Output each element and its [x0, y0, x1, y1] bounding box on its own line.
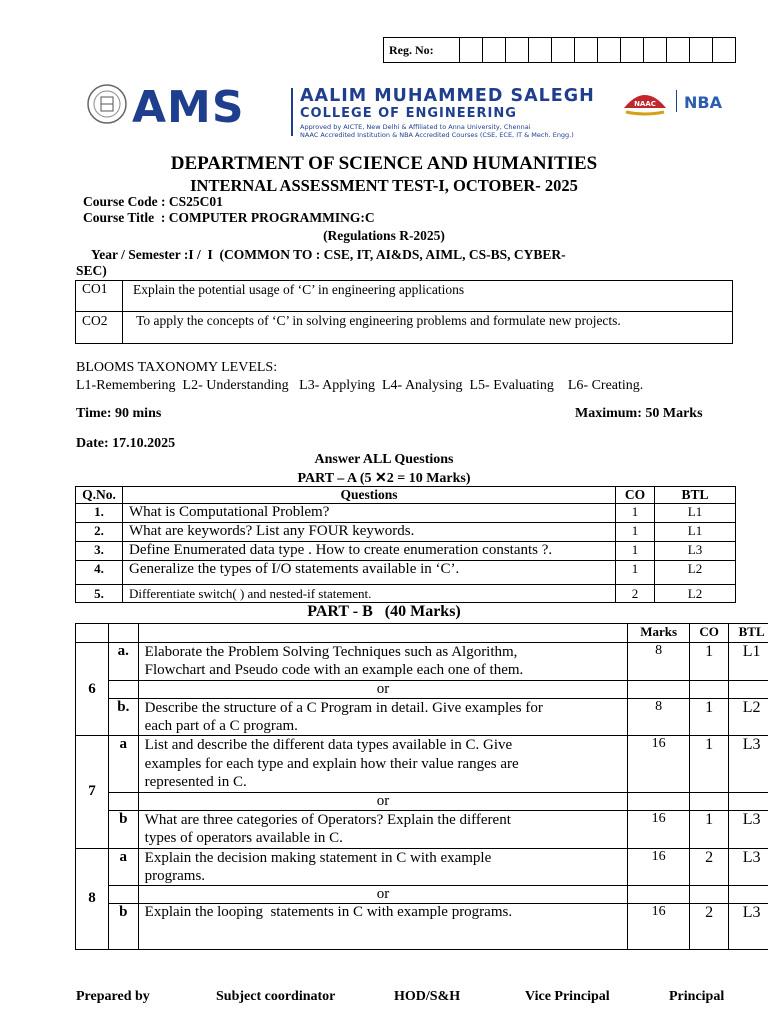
question-number: 2. — [76, 523, 123, 542]
question-marks: 8 — [628, 643, 690, 681]
college-name: AALIM MUHAMMED SALEGH — [300, 86, 595, 106]
naac-logo-icon — [620, 86, 670, 118]
test-title: INTERNAL ASSESSMENT TEST-I, OCTOBER- 2025 — [190, 176, 578, 195]
question-text: Elaborate the Problem Solving Techniques such as Algorithm, Flowchart and Pseudo code with an example each one of them. — [138, 643, 628, 681]
table-row — [76, 561, 736, 585]
part-b-title: PART - B (40 Marks) — [307, 603, 461, 620]
department-title: DEPARTMENT OF SCIENCE AND HUMANITIES — [170, 153, 598, 174]
question-btl: L3 — [729, 810, 768, 848]
college-emblem-icon — [86, 82, 128, 126]
part-a-header — [76, 487, 736, 504]
exam-date: Date: 17.10.2025 — [76, 436, 176, 451]
or-label: or — [138, 681, 628, 699]
question-btl: L2 — [655, 561, 736, 585]
nba-logo-icon — [682, 88, 726, 116]
table-row — [76, 523, 736, 542]
question-marks: 16 — [628, 848, 690, 885]
svg-text:NAAC: NAAC — [634, 100, 656, 108]
logo-divider — [676, 90, 677, 112]
question-co: 1 — [616, 542, 655, 561]
table-row — [76, 736, 768, 793]
question-number: 7 — [76, 736, 109, 849]
part-b-table — [75, 623, 768, 950]
co-row — [76, 281, 733, 312]
question-co: 1 — [616, 523, 655, 542]
question-btl: L2 — [729, 699, 768, 736]
year-semester-cont: SEC) — [76, 263, 107, 278]
table-row — [76, 643, 768, 681]
maximum-marks: Maximum: 50 Marks — [575, 406, 703, 421]
regulations: (Regulations R-2025) — [323, 228, 445, 243]
question-btl: L1 — [655, 523, 736, 542]
svg-text:NBA: NBA — [684, 93, 722, 112]
co-text: Explain the potential usage of ‘C’ in engineering applications — [123, 281, 733, 312]
blooms-levels: L1-Remembering L2- Understanding L3- Applying L4- Analysing L5- Evaluating L6- Creating. — [76, 378, 644, 393]
prepared-by: Prepared by — [76, 989, 150, 1004]
question-btl: L3 — [655, 542, 736, 561]
header-questions: Questions — [123, 487, 616, 504]
question-number: 6 — [76, 643, 109, 736]
question-text: What are keywords? List any FOUR keywords. — [123, 523, 616, 542]
question-co: 1 — [689, 736, 728, 793]
part-a-table — [75, 486, 736, 603]
sub-question-label: b — [108, 903, 138, 949]
accreditation-line: NAAC Accredited Institution & NBA Accredited Courses (CSE, ECE, IT & Mech. Engg.) — [300, 131, 574, 139]
table-row — [76, 699, 768, 736]
sub-question-label: a — [108, 736, 138, 793]
sub-question-label: b — [108, 810, 138, 848]
header-co: CO — [616, 487, 655, 504]
question-text: Describe the structure of a C Program in detail. Give examples for each part of a C program. — [138, 699, 628, 736]
header-divider — [291, 88, 293, 136]
question-btl: L1 — [655, 504, 736, 523]
or-row — [76, 885, 768, 903]
table-row — [76, 810, 768, 848]
header-qno: Q.No. — [76, 487, 123, 504]
question-number: 3. — [76, 542, 123, 561]
course-outcomes-table — [75, 280, 733, 344]
sub-question-label: a — [108, 848, 138, 885]
table-row — [76, 585, 736, 603]
question-btl: L3 — [729, 903, 768, 949]
exam-time: Time: 90 mins — [76, 406, 162, 421]
question-text: Explain the looping statements in C with example programs. — [138, 903, 628, 949]
question-btl: L2 — [655, 585, 736, 603]
question-number: 8 — [76, 848, 109, 949]
question-co: 1 — [616, 504, 655, 523]
question-text: List and describe the different data types available in C. Give examples for each type and explain how their value ranges are represented in C. — [138, 736, 628, 793]
reg-no-label: Reg. No: — [384, 38, 460, 63]
question-co: 1 — [689, 810, 728, 848]
question-co: 2 — [616, 585, 655, 603]
question-co: 2 — [689, 903, 728, 949]
question-text: Explain the decision making statement in C with example programs. — [138, 848, 628, 885]
question-marks: 16 — [628, 736, 690, 793]
table-row — [76, 504, 736, 523]
hod-signature: HOD/S&H — [394, 989, 461, 1004]
college-subtitle: COLLEGE OF ENGINEERING — [300, 106, 517, 121]
question-co: 1 — [689, 699, 728, 736]
question-marks: 16 — [628, 810, 690, 848]
course-code: Course Code : CS25C01 — [83, 194, 223, 209]
question-co: 1 — [689, 643, 728, 681]
question-text: Define Enumerated data type . How to create enumeration constants ?. — [123, 542, 616, 561]
question-co: 2 — [689, 848, 728, 885]
question-text: Generalize the types of I/O statements available in ‘C’. — [123, 561, 616, 585]
header-co: CO — [689, 624, 728, 643]
question-marks: 8 — [628, 699, 690, 736]
co-text: To apply the concepts of ‘C’ in solving engineering problems and formulate new projects. — [123, 312, 733, 344]
sub-question-label: a. — [108, 643, 138, 681]
ams-logo: AMS — [132, 82, 245, 133]
sub-question-label: b. — [108, 699, 138, 736]
question-text: What are three categories of Operators? Explain the different types of operators available in C. — [138, 810, 628, 848]
or-label: or — [138, 792, 628, 810]
question-marks: 16 — [628, 903, 690, 949]
question-number: 5. — [76, 585, 123, 603]
header-marks: Marks — [628, 624, 690, 643]
question-btl: L3 — [729, 848, 768, 885]
table-row — [76, 542, 736, 561]
answer-all-instruction: Answer ALL Questions — [314, 452, 454, 467]
course-title: Course Title : COMPUTER PROGRAMMING:C — [83, 210, 375, 225]
co-row — [76, 312, 733, 344]
part-a-title: PART – A (5 ✕2 = 10 Marks) — [297, 471, 471, 486]
approval-line: Approved by AICTE, New Delhi & Affiliated to Anna University, Chennai — [300, 123, 531, 131]
question-btl: L1 — [729, 643, 768, 681]
header-btl: BTL — [655, 487, 736, 504]
blooms-title: BLOOMS TAXONOMY LEVELS: — [76, 360, 278, 375]
co-code: CO1 — [76, 281, 123, 312]
question-number: 1. — [76, 504, 123, 523]
question-text: Differentiate switch( ) and nested-if statement. — [123, 585, 616, 603]
principal: Principal — [669, 989, 725, 1004]
question-co: 1 — [616, 561, 655, 585]
or-row — [76, 681, 768, 699]
or-row — [76, 792, 768, 810]
question-text: What is Computational Problem? — [123, 504, 616, 523]
part-b-header — [76, 624, 768, 643]
subject-coordinator: Subject coordinator — [216, 989, 336, 1004]
question-number: 4. — [76, 561, 123, 585]
year-semester: Year / Semester :I / I (COMMON TO : CSE, IT, AI&DS, AIML, CS-BS, CYBER- — [91, 247, 566, 262]
table-row — [76, 903, 768, 949]
vice-principal: Vice Principal — [525, 989, 610, 1004]
college-header — [86, 82, 746, 140]
co-code: CO2 — [76, 312, 123, 344]
or-label: or — [138, 885, 628, 903]
table-row — [76, 848, 768, 885]
header-btl: BTL — [729, 624, 768, 643]
reg-no-box — [383, 37, 736, 63]
question-btl: L3 — [729, 736, 768, 793]
